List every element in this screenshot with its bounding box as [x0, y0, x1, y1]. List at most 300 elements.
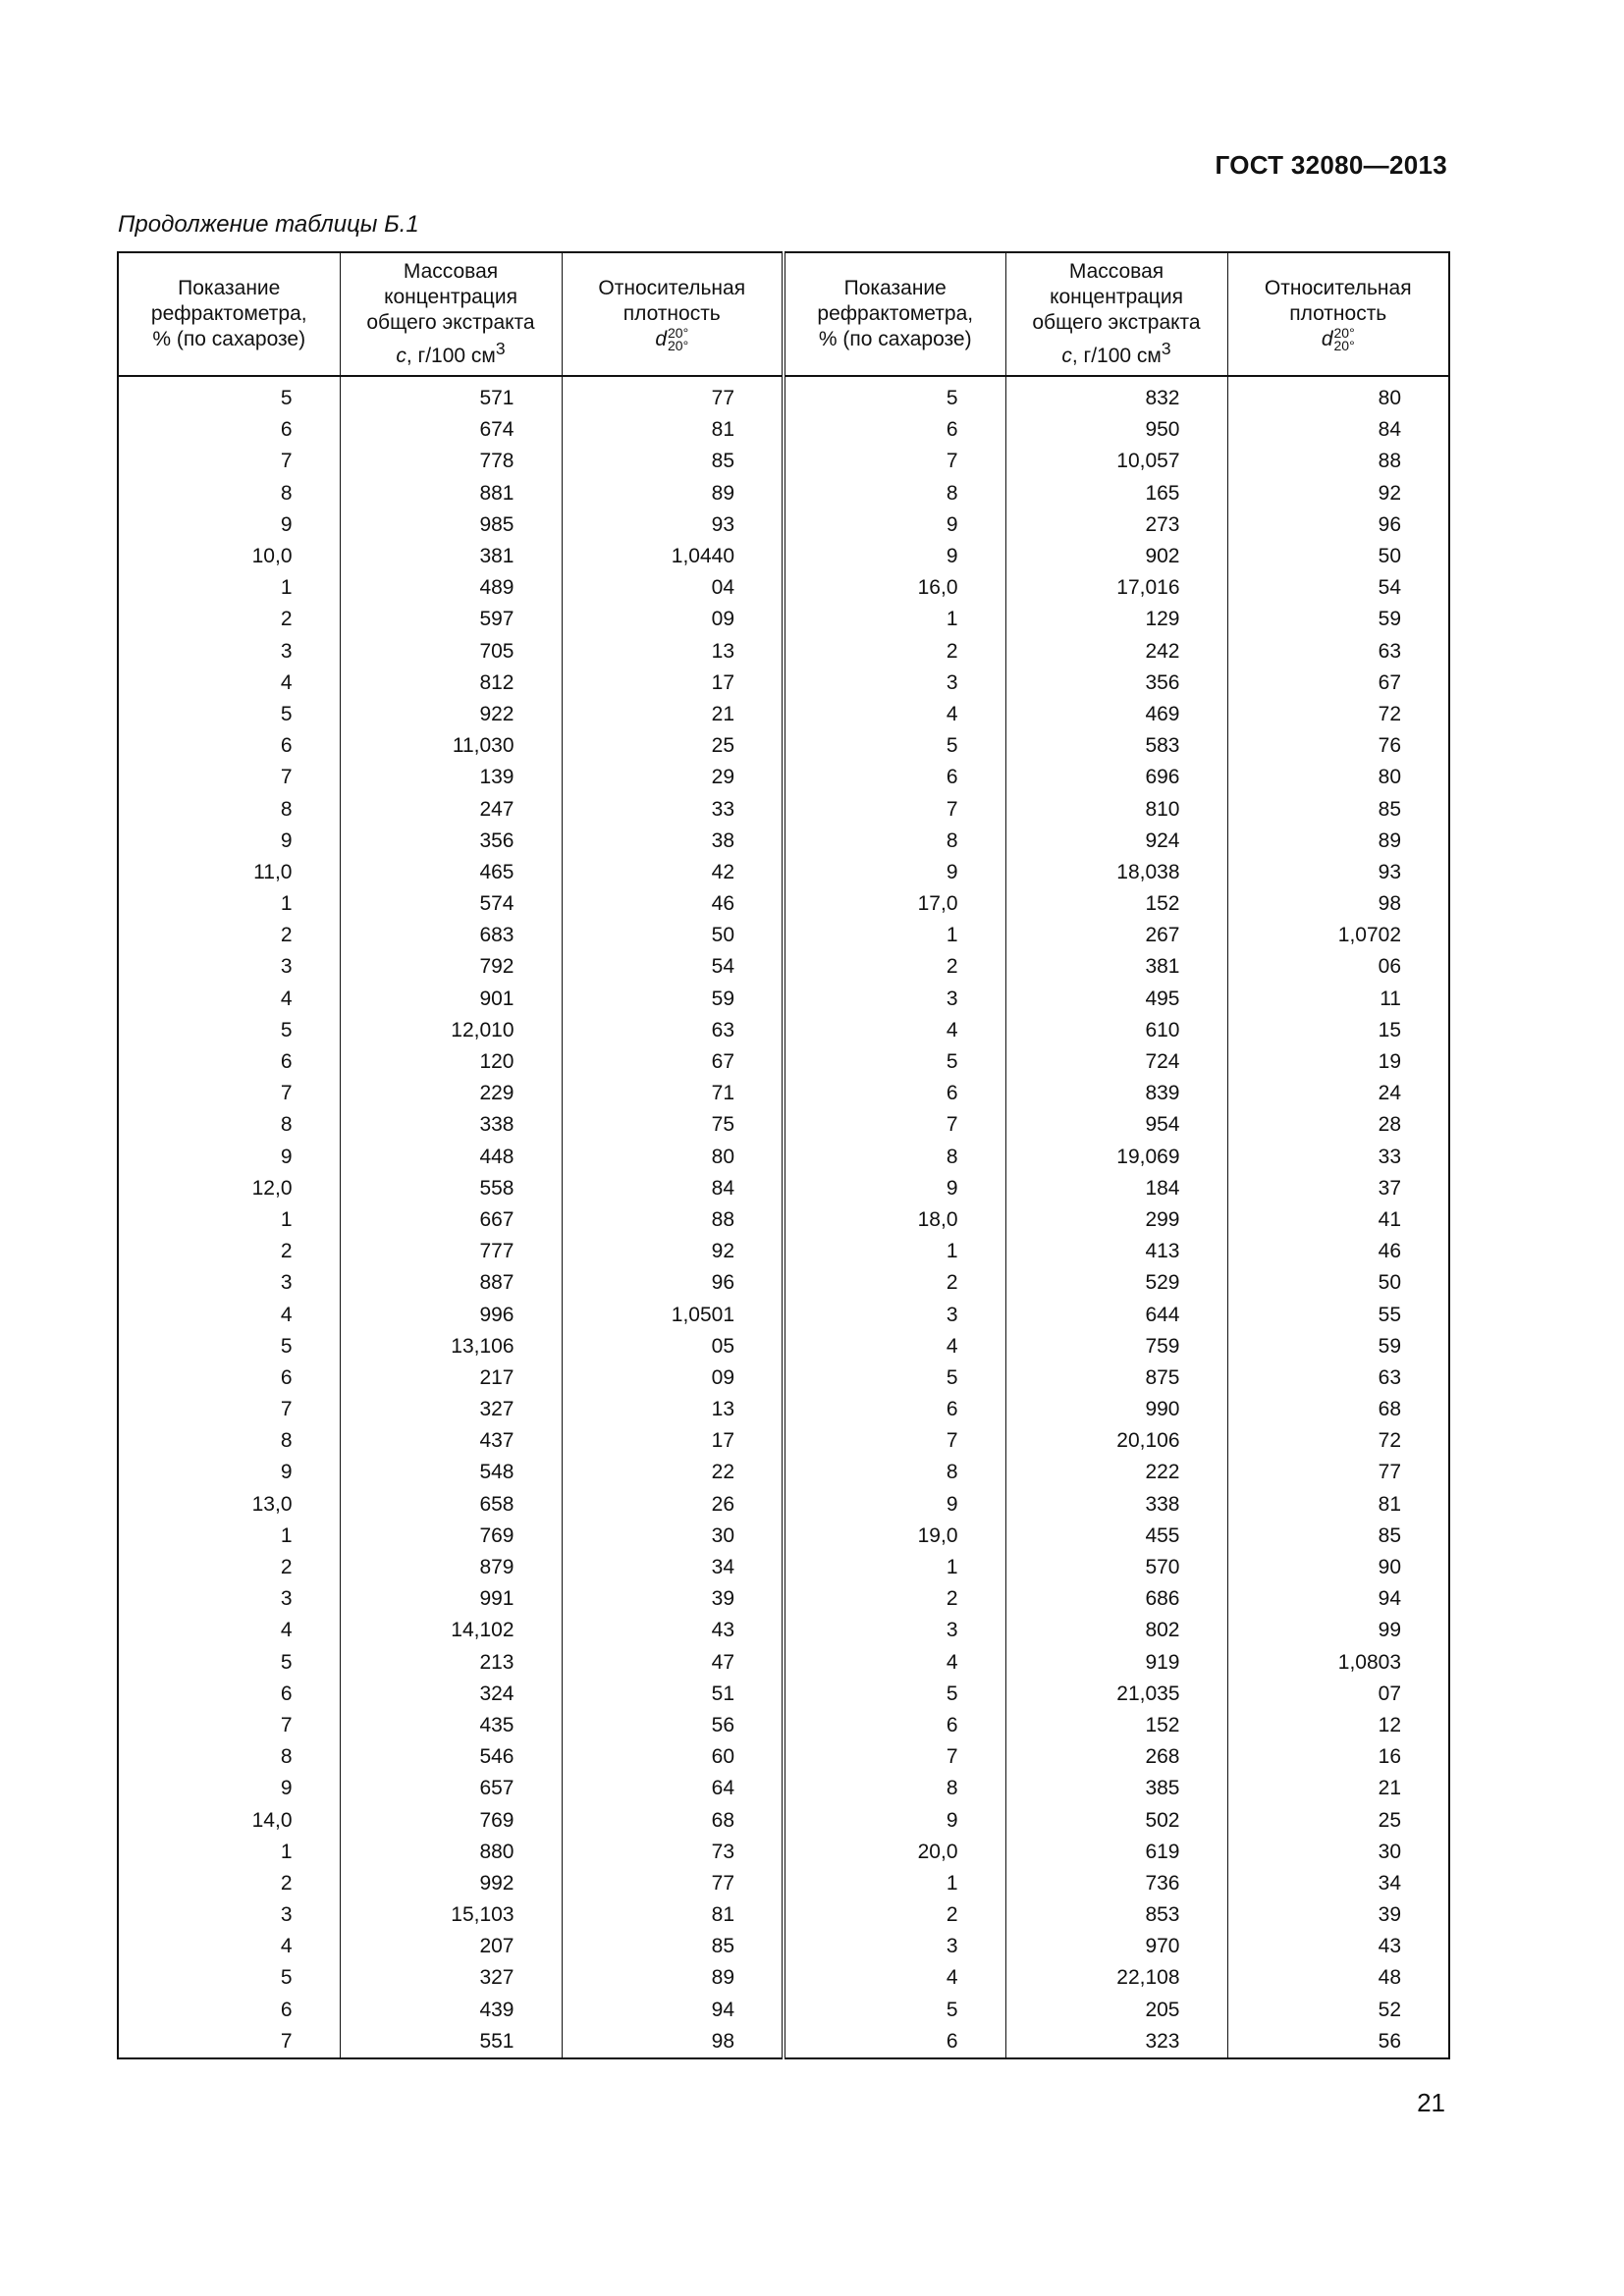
table-cell: 06	[1227, 951, 1449, 983]
table-cell: 1	[784, 920, 1005, 951]
table-cell: 548	[340, 1457, 562, 1488]
header-line: Массовая	[403, 260, 499, 283]
table-cell: 85	[562, 446, 784, 477]
table-row	[118, 1773, 1449, 1804]
table-cell: 67	[562, 1046, 784, 1078]
table-cell: 50	[1227, 541, 1449, 572]
table-cell: 81	[1227, 1489, 1449, 1521]
table-cell: 14,102	[340, 1615, 562, 1646]
table-cell: 465	[340, 857, 562, 888]
table-cell: 17,0	[784, 888, 1005, 920]
table-cell: 558	[340, 1173, 562, 1204]
table-row	[118, 1078, 1449, 1109]
table-cell: 9	[118, 1773, 340, 1804]
header-line: Относительная	[1264, 276, 1412, 299]
table-cell: 875	[1005, 1362, 1227, 1394]
table-row	[118, 1109, 1449, 1141]
table-cell: 385	[1005, 1773, 1227, 1804]
table-cell: 89	[1227, 826, 1449, 857]
table-cell: 12,0	[118, 1173, 340, 1204]
table-cell: 7	[784, 793, 1005, 825]
table-cell: 5	[784, 1046, 1005, 1078]
table-cell: 6	[784, 1394, 1005, 1425]
table-cell: 18,038	[1005, 857, 1227, 888]
table-cell: 139	[340, 762, 562, 793]
table-cell: 37	[1227, 1173, 1449, 1204]
table-cell: 769	[340, 1521, 562, 1552]
table-cell: 6	[784, 414, 1005, 446]
table-cell: 60	[562, 1741, 784, 1773]
table-caption: Продолжение таблицы Б.1	[118, 211, 419, 238]
table-cell: 39	[1227, 1899, 1449, 1931]
table-cell: 55	[1227, 1299, 1449, 1330]
table-cell: 98	[1227, 888, 1449, 920]
table-cell: 1	[118, 888, 340, 920]
table-cell: 99	[1227, 1615, 1449, 1646]
table-cell: 17	[562, 1425, 784, 1457]
header-cell	[1227, 252, 1449, 376]
table-cell: 922	[340, 699, 562, 730]
header-symbol-line	[568, 327, 777, 352]
table-cell: 34	[562, 1552, 784, 1583]
table-cell: 10,057	[1005, 446, 1227, 477]
table-cell: 72	[1227, 699, 1449, 730]
document-code: ГОСТ 32080—2013	[1215, 150, 1447, 180]
table-cell: 18,0	[784, 1204, 1005, 1236]
table-cell: 93	[1227, 857, 1449, 888]
header-line: концентрация	[1050, 286, 1183, 308]
table-cell: 5	[784, 1995, 1005, 2026]
table-cell: 502	[1005, 1804, 1227, 1836]
table-cell: 54	[1227, 572, 1449, 604]
header-line: общего экстракта	[1032, 311, 1201, 334]
table-cell: 25	[562, 730, 784, 762]
table-row	[118, 636, 1449, 667]
table-cell: 4	[118, 1615, 340, 1646]
table-cell: 48	[1227, 1962, 1449, 1994]
table-cell: 5	[118, 1015, 340, 1046]
header-symbol: d	[1321, 327, 1333, 350]
table-row	[118, 1489, 1449, 1521]
table-cell: 529	[1005, 1267, 1227, 1299]
table-cell: 8	[784, 1773, 1005, 1804]
table-cell: 19,0	[784, 1521, 1005, 1552]
table-cell: 853	[1005, 1899, 1227, 1931]
table-cell: 25	[1227, 1804, 1449, 1836]
table-cell: 950	[1005, 414, 1227, 446]
table-cell: 1	[784, 1868, 1005, 1899]
table-cell: 991	[340, 1583, 562, 1615]
table-cell: 9	[118, 509, 340, 541]
table-cell: 247	[340, 793, 562, 825]
table-cell: 09	[562, 1362, 784, 1394]
table-cell: 1	[784, 1236, 1005, 1267]
header-cell	[784, 252, 1005, 376]
table-cell: 4	[784, 1015, 1005, 1046]
table-cell: 985	[340, 509, 562, 541]
table-cell: 120	[340, 1046, 562, 1078]
table-cell: 574	[340, 888, 562, 920]
table-cell: 67	[1227, 667, 1449, 699]
table-cell: 273	[1005, 509, 1227, 541]
table-cell: 85	[1227, 1521, 1449, 1552]
table-row	[118, 1583, 1449, 1615]
table-cell: 29	[562, 762, 784, 793]
header-line: плотность	[1289, 301, 1387, 325]
table-cell: 242	[1005, 636, 1227, 667]
header-line: концентрация	[384, 286, 517, 308]
table-body	[118, 376, 1449, 2058]
table-row	[118, 1741, 1449, 1773]
table-cell: 33	[562, 793, 784, 825]
table-cell: 80	[1227, 762, 1449, 793]
table-cell: 42	[562, 857, 784, 888]
table-cell: 2	[118, 1236, 340, 1267]
table-cell: 22,108	[1005, 1962, 1227, 1994]
table-cell: 619	[1005, 1837, 1227, 1868]
table-cell: 59	[562, 984, 784, 1015]
table-cell: 413	[1005, 1236, 1227, 1267]
table-cell: 7	[784, 446, 1005, 477]
table-cell: 33	[1227, 1142, 1449, 1173]
table-cell: 20,106	[1005, 1425, 1227, 1457]
table-cell: 77	[1227, 1457, 1449, 1488]
table-row	[118, 951, 1449, 983]
table-cell: 90	[1227, 1552, 1449, 1583]
table-cell: 435	[340, 1710, 562, 1741]
table-cell: 165	[1005, 478, 1227, 509]
table-row	[118, 888, 1449, 920]
table-cell: 839	[1005, 1078, 1227, 1109]
table-cell: 1	[784, 1552, 1005, 1583]
table-cell: 792	[340, 951, 562, 983]
table-cell: 489	[340, 572, 562, 604]
header-line: рефрактометра,	[150, 302, 307, 325]
table-cell: 4	[784, 1331, 1005, 1362]
table-cell: 1	[118, 1837, 340, 1868]
header-symbol: c	[1061, 345, 1072, 367]
table-row	[118, 762, 1449, 793]
table-cell: 7	[784, 1109, 1005, 1141]
table-cell: 59	[1227, 604, 1449, 635]
table-cell: 17,016	[1005, 572, 1227, 604]
table-cell: 229	[340, 1078, 562, 1109]
table-cell: 26	[562, 1489, 784, 1521]
table-cell: 7	[784, 1425, 1005, 1457]
table-cell: 11,030	[340, 730, 562, 762]
table-cell: 3	[784, 1931, 1005, 1962]
table-cell: 21	[562, 699, 784, 730]
table-cell: 85	[562, 1931, 784, 1962]
table-cell: 674	[340, 414, 562, 446]
table-cell: 381	[340, 541, 562, 572]
table-cell: 583	[1005, 730, 1227, 762]
table-cell: 3	[118, 1267, 340, 1299]
table-cell: 41	[1227, 1204, 1449, 1236]
table-cell: 96	[562, 1267, 784, 1299]
table-cell: 6	[784, 762, 1005, 793]
table-cell: 17	[562, 667, 784, 699]
table-row	[118, 1299, 1449, 1330]
table-cell: 85	[1227, 793, 1449, 825]
table-row	[118, 1457, 1449, 1488]
table-cell: 644	[1005, 1299, 1227, 1330]
table-cell: 268	[1005, 1741, 1227, 1773]
table-cell: 3	[118, 1583, 340, 1615]
table-cell: 11,0	[118, 857, 340, 888]
table-cell: 8	[784, 1142, 1005, 1173]
table-row	[118, 1362, 1449, 1394]
table-row	[118, 667, 1449, 699]
header-unit-line	[347, 336, 556, 369]
table-cell: 1,0803	[1227, 1647, 1449, 1679]
table-cell: 887	[340, 1267, 562, 1299]
table-cell: 51	[562, 1679, 784, 1710]
table-row	[118, 572, 1449, 604]
table-row	[118, 1931, 1449, 1962]
header-line: Показание	[843, 277, 947, 299]
table-cell: 16,0	[784, 572, 1005, 604]
table-cell: 1,0702	[1227, 920, 1449, 951]
table-cell: 6	[118, 1995, 340, 2026]
table-cell: 129	[1005, 604, 1227, 635]
table-cell: 1	[118, 572, 340, 604]
table-cell: 7	[118, 446, 340, 477]
header-symbol-sub: 20°	[1333, 338, 1355, 354]
table-cell: 990	[1005, 1394, 1227, 1425]
header-cell	[562, 252, 784, 376]
table-cell: 769	[340, 1804, 562, 1836]
table-cell: 880	[340, 1837, 562, 1868]
table-cell: 19,069	[1005, 1142, 1227, 1173]
table-cell: 5	[118, 699, 340, 730]
table-cell: 2	[118, 1552, 340, 1583]
table-row	[118, 1236, 1449, 1267]
table-cell: 4	[784, 1962, 1005, 1994]
table-row	[118, 1899, 1449, 1931]
table-row	[118, 1647, 1449, 1679]
table-cell: 222	[1005, 1457, 1227, 1488]
table-cell: 657	[340, 1773, 562, 1804]
table-cell: 34	[1227, 1868, 1449, 1899]
table-cell: 8	[118, 1109, 340, 1141]
header-line: % (по сахарозе)	[152, 328, 306, 350]
table-cell: 324	[340, 1679, 562, 1710]
table-cell: 59	[1227, 1331, 1449, 1362]
table-cell: 05	[562, 1331, 784, 1362]
table-cell: 56	[562, 1710, 784, 1741]
table-cell: 24	[1227, 1078, 1449, 1109]
table-cell: 8	[784, 826, 1005, 857]
header-unit-sup: 3	[495, 339, 506, 358]
table-cell: 6	[784, 1710, 1005, 1741]
table-cell: 64	[562, 1773, 784, 1804]
header-unit: , г/100 см	[1071, 345, 1162, 367]
table-cell: 5	[118, 376, 340, 414]
table-row	[118, 1173, 1449, 1204]
table-row	[118, 1868, 1449, 1899]
header-symbol: c	[396, 345, 406, 367]
table-row	[118, 1394, 1449, 1425]
table-cell: 8	[118, 793, 340, 825]
table-cell: 68	[562, 1804, 784, 1836]
table-cell: 812	[340, 667, 562, 699]
table-cell: 12	[1227, 1710, 1449, 1741]
table-cell: 6	[118, 1679, 340, 1710]
table-cell: 7	[118, 1710, 340, 1741]
table-cell: 2	[784, 951, 1005, 983]
table-cell: 4	[118, 984, 340, 1015]
table-cell: 327	[340, 1394, 562, 1425]
table-cell: 2	[784, 1267, 1005, 1299]
table-cell: 448	[340, 1142, 562, 1173]
table-row	[118, 604, 1449, 635]
table-row	[118, 1046, 1449, 1078]
table-cell: 5	[118, 1647, 340, 1679]
table-cell: 10,0	[118, 541, 340, 572]
table-cell: 683	[340, 920, 562, 951]
table-cell: 13	[562, 1394, 784, 1425]
table-cell: 437	[340, 1425, 562, 1457]
table-cell: 152	[1005, 1710, 1227, 1741]
table-cell: 881	[340, 478, 562, 509]
table-cell: 1	[118, 1521, 340, 1552]
table-row	[118, 2026, 1449, 2058]
table-cell: 54	[562, 951, 784, 983]
table-cell: 46	[562, 888, 784, 920]
table-cell: 736	[1005, 1868, 1227, 1899]
table-cell: 30	[1227, 1837, 1449, 1868]
table-cell: 696	[1005, 762, 1227, 793]
table-cell: 77	[562, 1868, 784, 1899]
header-cell	[118, 252, 340, 376]
table-cell: 1,0440	[562, 541, 784, 572]
table-cell: 80	[1227, 376, 1449, 414]
table-cell: 4	[118, 667, 340, 699]
table-row	[118, 1962, 1449, 1994]
table-cell: 1	[784, 604, 1005, 635]
header-symbol-sup: 20°	[668, 325, 689, 342]
table-cell: 299	[1005, 1204, 1227, 1236]
table-cell: 13,0	[118, 1489, 340, 1521]
table-cell: 658	[340, 1489, 562, 1521]
table-row	[118, 1804, 1449, 1836]
table-row	[118, 1552, 1449, 1583]
table-cell: 778	[340, 446, 562, 477]
table-cell: 152	[1005, 888, 1227, 920]
table-cell: 92	[1227, 478, 1449, 509]
table-cell: 77	[562, 376, 784, 414]
table-row	[118, 1521, 1449, 1552]
table-cell: 7	[118, 762, 340, 793]
table-cell: 759	[1005, 1331, 1227, 1362]
table-cell: 73	[562, 1837, 784, 1868]
table-cell: 88	[1227, 446, 1449, 477]
table-cell: 8	[118, 1425, 340, 1457]
table-row	[118, 699, 1449, 730]
table-cell: 12,010	[340, 1015, 562, 1046]
table-cell: 5	[784, 1362, 1005, 1394]
table-cell: 996	[340, 1299, 562, 1330]
table-row	[118, 730, 1449, 762]
table-row	[118, 1837, 1449, 1868]
table-cell: 571	[340, 376, 562, 414]
header-line: Показание	[178, 277, 281, 299]
table-cell: 901	[340, 984, 562, 1015]
table-cell: 2	[118, 604, 340, 635]
table-cell: 9	[118, 1457, 340, 1488]
table-cell: 338	[340, 1109, 562, 1141]
header-line: рефрактометра,	[817, 302, 974, 325]
header-row	[118, 252, 1449, 376]
table-cell: 9	[784, 857, 1005, 888]
table-cell: 63	[562, 1015, 784, 1046]
table-cell: 50	[1227, 1267, 1449, 1299]
table-cell: 88	[562, 1204, 784, 1236]
table-cell: 954	[1005, 1109, 1227, 1141]
table-row	[118, 509, 1449, 541]
header-line: Массовая	[1068, 260, 1164, 283]
table-cell: 802	[1005, 1615, 1227, 1646]
header-line: плотность	[623, 301, 721, 325]
header-cell	[1005, 252, 1227, 376]
table-row	[118, 376, 1449, 414]
table-cell: 924	[1005, 826, 1227, 857]
table-cell: 22	[562, 1457, 784, 1488]
header-symbol: d	[655, 327, 667, 350]
table-cell: 879	[340, 1552, 562, 1583]
table-cell: 6	[118, 730, 340, 762]
table-row	[118, 1710, 1449, 1741]
table-cell: 09	[562, 604, 784, 635]
table-cell: 63	[1227, 1362, 1449, 1394]
table-cell: 6	[784, 1078, 1005, 1109]
table-cell: 68	[1227, 1394, 1449, 1425]
table-cell: 902	[1005, 541, 1227, 572]
table-cell: 89	[562, 478, 784, 509]
table-cell: 207	[340, 1931, 562, 1962]
table-cell: 4	[118, 1299, 340, 1330]
table-cell: 667	[340, 1204, 562, 1236]
table-cell: 3	[118, 636, 340, 667]
table-cell: 8	[784, 1457, 1005, 1488]
table-cell: 9	[784, 1489, 1005, 1521]
table-cell: 84	[1227, 414, 1449, 446]
table-cell: 11	[1227, 984, 1449, 1015]
table-cell: 217	[340, 1362, 562, 1394]
table-cell: 3	[784, 1299, 1005, 1330]
table-cell: 6	[118, 1046, 340, 1078]
table-cell: 7	[118, 1394, 340, 1425]
table-cell: 597	[340, 604, 562, 635]
table-cell: 19	[1227, 1046, 1449, 1078]
table-row	[118, 541, 1449, 572]
table-cell: 2	[118, 1868, 340, 1899]
data-table	[117, 251, 1450, 2059]
table-cell: 2	[784, 1583, 1005, 1615]
table-cell: 15,103	[340, 1899, 562, 1931]
table-cell: 777	[340, 1236, 562, 1267]
table-cell: 80	[562, 1142, 784, 1173]
table-cell: 8	[784, 478, 1005, 509]
table-cell: 50	[562, 920, 784, 951]
table-cell: 1,0501	[562, 1299, 784, 1330]
table-cell: 30	[562, 1521, 784, 1552]
table-cell: 919	[1005, 1647, 1227, 1679]
table-cell: 810	[1005, 793, 1227, 825]
table-cell: 469	[1005, 699, 1227, 730]
table-cell: 63	[1227, 636, 1449, 667]
